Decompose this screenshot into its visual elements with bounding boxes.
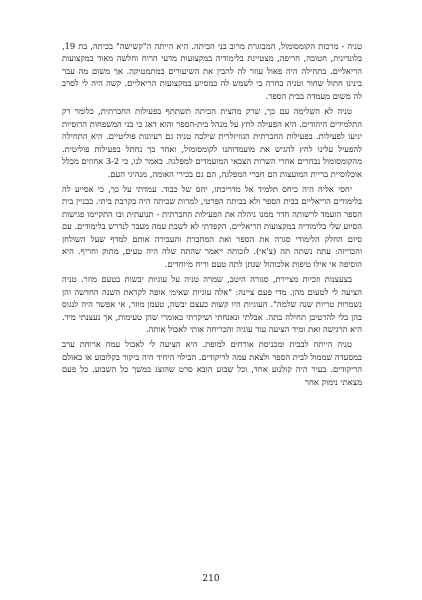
document-page — [62, 40, 362, 560]
paragraph-3: יחסי אליה היה כיחס תלמיד אל מדריכתו, יחס של כבוד. עמדתי על כך, כי אסייע לה בלימודים הריאליים בבית הספר ולא בביתה הפרטי, למרות שביתה היה בקרבת ביתי. בבניין בית הספר הועמד לרשותה חדר ממנו ניהלה את הפעילות החברתית - תנועתית ובו התקיימו פגישות הסיוע שלי בלימודיה במקצועות הריאליים. הקפדתי לא לשבת עמה מעבר לנדרש בלימודים. עם סיום החלק הלימודי סגרה את הספר ואת המחברת והעבירה אותם למדף שעל השולחן והכריזה: עתה נשתה תה (צ'אי). לזכותה ייאמר שהתה שלה היה טעים, מתוק וחריף. היא הוסיפה אי אילו טיפות אלכוהול שנתן לתה טעם וריח מיוחדים. — [62, 183, 362, 269]
paragraph-2: טניה לא השלימה עם כך, שרק מהצית הכיתה תשתתף בפעילות החברתית, כלומר רק התלמידים היהודים. היא הפעילה לחץ על מנהל בית-הספר והוא דאג כי בני המשפחות הרוסיות יגיעו לפעילות. בפעילות החברתית הגוויזלרית שילבה טניה גם רעיונות פוליטיים. היא התחילה להפעיל עלינו לחץ להגיש את מועמדותנו לקומסומול, ואחר כך נחתל בפעילות פוליטית. מהקומסומול נבחרים אחרי השרות הצבאי המועמדים למפלגה. באמר לנו, כי 3-2 אחוזים מכלל אוכלוסיית בריית המועצות הם חברי המפלגה, הם גם בכירי האומה, מנהיגי העם. — [62, 106, 362, 179]
paragraph-1: טניה - מרכזת הקומסומול, המבוגרת מרוב בני הכיתה. היא הייתה ה"קשישה" בכיתה, בת 19, בלונדינית, חטובה, חריפה, מצטיינת בלימודיה במקצועות מדעי הרוח וחלשה מאוד במקצועות הריאליים. בתחילה היה פאול עוזר לה להבין את השיעורים במתמטיקה. אך משום מה עבר בינינו חתול שחור וטניה בחרה בי לשמש לה כמסייע במקצועות הריאליים. קשה היה לי לסרב לה משום מעמדה בבית הספר. — [62, 41, 362, 101]
paragraph-4: בצעצנות וזכיות מציירת, סגורה היטב, שמרה טניה על עוגיות יבשות בטעם מוזר. טניה הציעה לי לטעום מהן. מדי פעם ציינה: "אלה עוגיות שאימי אופה לקראת השנה החדשה והן נשמרות טריות שנה שלמה". העוגיות היו קשות כעצם יבשה, טעמן מוזר, אי אפשר היה לנגוס בהן בלי להרטיבן תחילה בתה. אבלתי ונאנחתי ושיקרתי באומרי שהן טעימות, אך נעצנתי מיד. היא הרגישה זאת ומיד הציעה עוד עוגיה והכריחה אותי לאכול אותה. — [62, 274, 362, 334]
page-number: 210 — [202, 574, 220, 584]
paragraph-5: טניה הייתה לבבית ומכניסת אורחים למופת. היא הציעה לי לאכול עמה ארוחת ערב במסעדה שממול לבית הספר ולצאת עמה לריקודים. הבילוי היחיד היה ביקור בקלובוע או באולם הריקודים. בעיר היה קולנוע אחד, וכל שבוע הובא סרט שהוצג במשך כל השבוע. כל פעם מצאתי נימוק אחר — [62, 339, 362, 387]
